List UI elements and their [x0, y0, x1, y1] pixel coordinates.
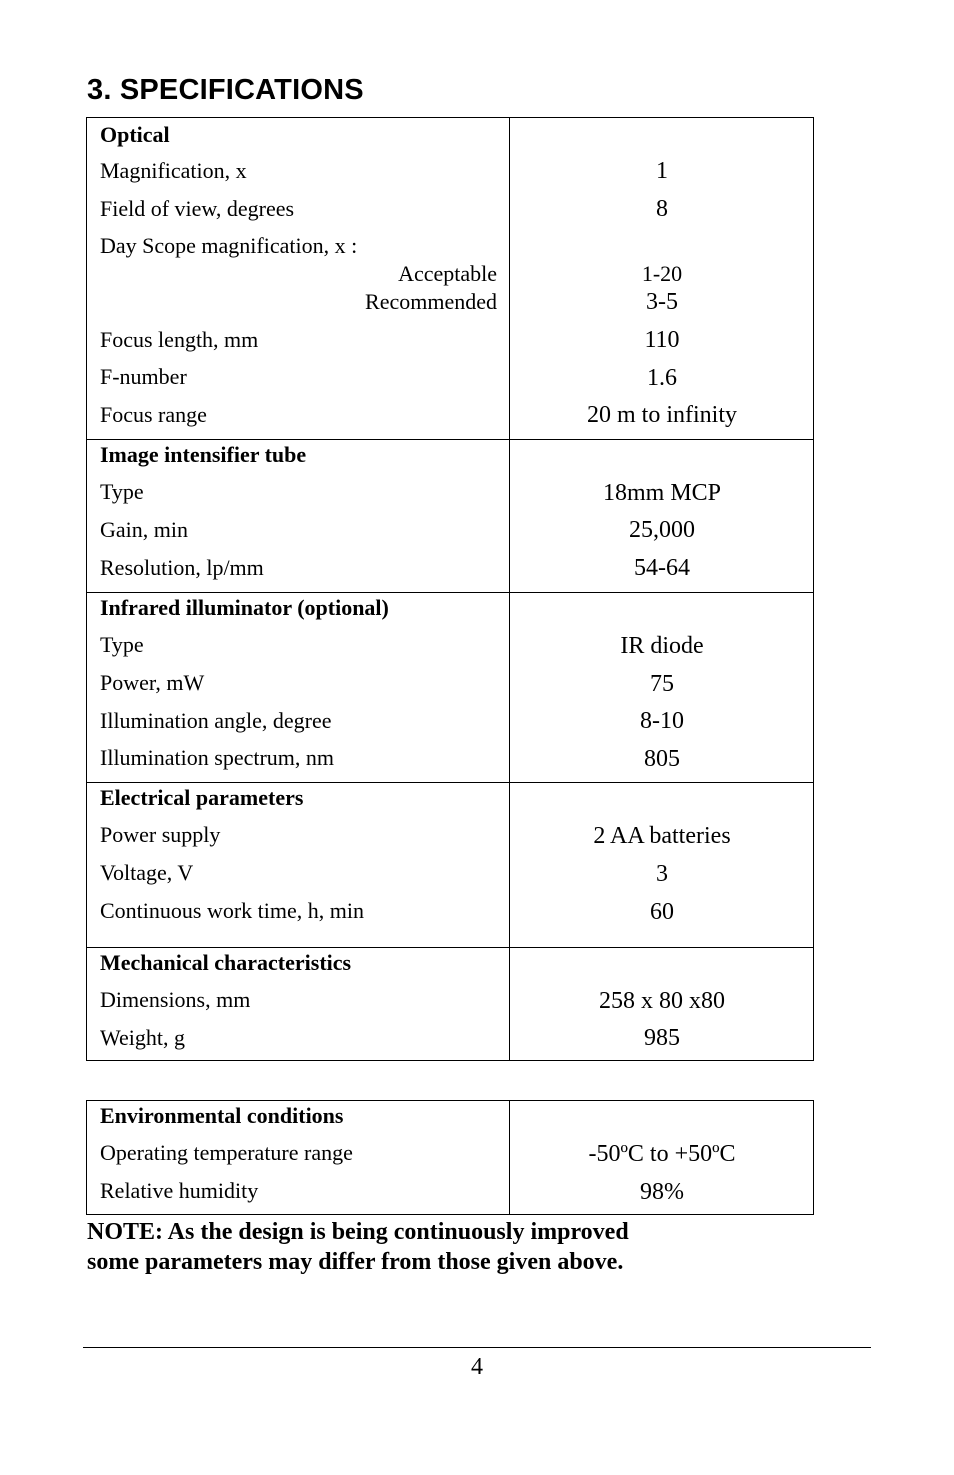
section-environmental: [87, 1101, 813, 1214]
spec-value: 3: [656, 861, 668, 887]
section-optical: [87, 118, 813, 439]
page-title: 3. SPECIFICATIONS: [87, 74, 364, 106]
spec-value: 3-5: [646, 289, 678, 315]
footer-divider: [83, 1347, 871, 1348]
spec-label: Type: [100, 479, 144, 504]
spec-value: -50ºC to +50ºC: [588, 1141, 736, 1167]
spec-value: 110: [644, 327, 680, 353]
section-title: Mechanical characteristics: [100, 950, 352, 975]
spec-value: 60: [650, 899, 674, 925]
section-mechanical: [87, 947, 813, 1060]
spec-label: Continuous work time, h, min: [100, 898, 364, 923]
spec-label: Voltage, V: [100, 860, 194, 885]
spec-label: Operating temperature range: [100, 1140, 353, 1165]
spec-label: Focus range: [100, 402, 207, 427]
spec-label: Day Scope magnification, x :: [100, 233, 358, 258]
spec-value: 1.6: [647, 365, 677, 391]
spec-value: 75: [650, 671, 674, 697]
spec-sublabel: Acceptable: [398, 261, 497, 286]
spec-label: Magnification, x: [100, 158, 247, 183]
section-infrared-illuminator: [87, 592, 813, 782]
spec-value: 258 x 80 x80: [599, 988, 725, 1014]
spec-label: Power, mW: [100, 670, 205, 695]
spec-value: 985: [644, 1025, 680, 1051]
spec-label: Focus length, mm: [100, 327, 259, 352]
spec-label: Dimensions, mm: [100, 987, 251, 1012]
section-title: Optical: [100, 122, 170, 147]
spec-value: IR diode: [620, 633, 704, 659]
section-electrical: [87, 782, 813, 947]
spec-label: Power supply: [100, 822, 221, 847]
spec-label: Gain, min: [100, 517, 188, 542]
note-line: NOTE: As the design is being continuously improved: [87, 1219, 629, 1245]
spec-value: 25,000: [629, 517, 695, 543]
page-number: 4: [471, 1354, 483, 1380]
spec-value: 8-10: [640, 708, 684, 734]
spec-sublabel: Recommended: [365, 289, 497, 314]
spec-value: 18mm MCP: [602, 480, 722, 506]
specifications-table: [86, 117, 814, 1061]
spec-label: Relative humidity: [100, 1178, 259, 1203]
note-line: some parameters may differ from those given above.: [87, 1249, 624, 1275]
spec-label: Resolution, lp/mm: [100, 555, 264, 580]
spec-value: 1: [656, 158, 668, 184]
section-title: Image intensifier tube: [100, 442, 307, 467]
section-title: Infrared illuminator (optional): [100, 595, 389, 620]
spec-value: 98%: [640, 1179, 684, 1205]
spec-value: 2 AA batteries: [593, 823, 731, 849]
spec-value: 8: [656, 196, 668, 222]
environment-table: [86, 1100, 814, 1215]
spec-value: 54-64: [634, 555, 690, 581]
spec-label: F-number: [100, 364, 187, 389]
spec-value: 1-20: [641, 261, 683, 286]
spec-value: 20 m to infinity: [587, 402, 737, 428]
spec-label: Illumination spectrum, nm: [100, 745, 335, 770]
section-title: Electrical parameters: [100, 785, 304, 810]
section-image-intensifier: [87, 439, 813, 592]
spec-label: Illumination angle, degree: [100, 708, 332, 733]
spec-value: 805: [644, 746, 680, 772]
spec-label: Field of view, degrees: [100, 196, 295, 221]
section-title: Environmental conditions: [100, 1103, 344, 1128]
design-note: [87, 1217, 629, 1277]
spec-label: Weight, g: [100, 1025, 185, 1050]
spec-label: Type: [100, 632, 144, 657]
